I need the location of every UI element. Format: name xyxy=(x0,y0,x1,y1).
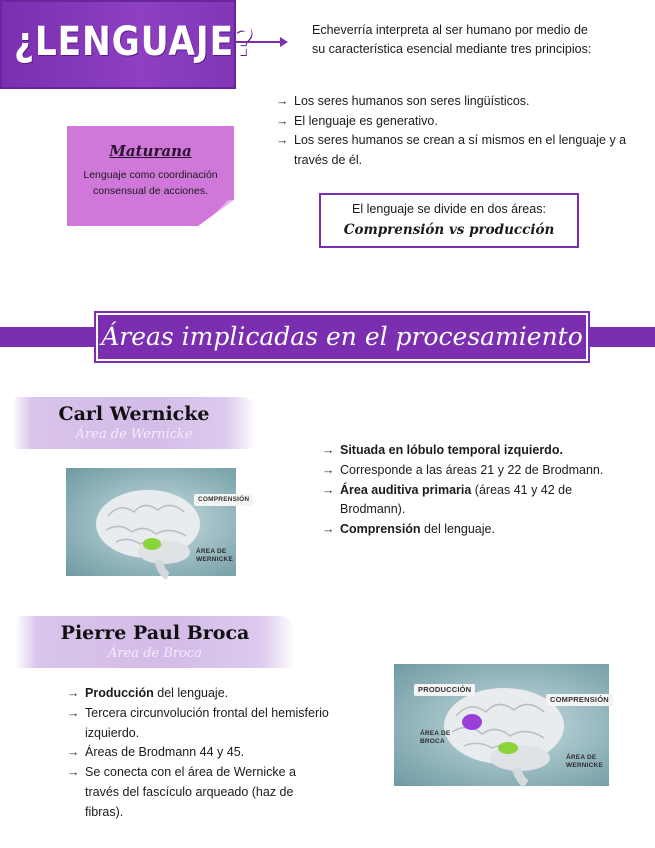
wernicke-area-subtitle: Área de Wernicke xyxy=(75,427,193,442)
broca-heading xyxy=(15,616,295,668)
list-item: → Áreas de Brodmann 44 y 45. xyxy=(67,743,329,763)
wernicke-heading xyxy=(12,397,256,449)
page-curl-decoration xyxy=(198,200,234,226)
note-title: Maturana xyxy=(109,142,192,160)
list-item: → Área auditiva primaria (áreas 41 y 42 de Brodmann). xyxy=(322,481,632,521)
list-item: → Se conecta con el área de Wernicke a través del fascículo arqueado (haz de fibras). xyxy=(67,763,329,822)
label-comprension: COMPRENSIÓN xyxy=(546,694,613,706)
list-item: → Producción del lenguaje. xyxy=(67,684,329,704)
intro-text: Echeverría interpreta al ser humano por medio de su característica esencial mediante tres principios: xyxy=(312,23,592,56)
label-produccion: PRODUCCIÓN xyxy=(414,684,475,696)
page-title: ¿LENGUAJE? xyxy=(14,19,255,65)
section-title: Áreas implicadas en el procesamiento xyxy=(96,313,588,361)
list-item: → Tercera circunvolución frontal del hemisferio izquierdo. xyxy=(67,704,329,744)
label-area-line-2: WERNICKE xyxy=(196,556,233,563)
label-broca-line-1: ÁREA DE xyxy=(420,730,451,737)
wernicke-bullets xyxy=(322,441,632,540)
title-banner xyxy=(0,0,255,89)
division-line-1: El lenguaje se divide en dos áreas: xyxy=(352,202,546,216)
list-item: → Comprensión del lenguaje. xyxy=(322,520,632,540)
list-item: → Situada en lóbulo temporal izquierdo. xyxy=(322,441,632,461)
label-comprension: COMPRENSIÓN xyxy=(194,494,253,506)
label-area-line-1: ÁREA DE xyxy=(196,548,227,555)
division-line-2: Comprensión vs producción xyxy=(343,222,555,238)
label-broca-line-2: BROCA xyxy=(420,738,445,745)
wernicke-brain-image xyxy=(66,468,250,576)
label-wernicke-line-2: WERNICKE xyxy=(566,762,603,769)
note-text: Lenguaje como coordinación consensual de acciones. xyxy=(83,169,218,197)
list-item: → El lenguaje es generativo. xyxy=(276,112,646,132)
broca-brain-image xyxy=(394,664,609,786)
label-wernicke-line-1: ÁREA DE xyxy=(566,754,597,761)
list-item: → Corresponde a las áreas 21 y 22 de Brodmann. xyxy=(322,461,632,481)
broca-area-subtitle: Área de Broca xyxy=(108,646,202,661)
list-item: → Los seres humanos son seres lingüísticos. xyxy=(276,92,646,112)
list-item: → Los seres humanos se crean a sí mismos en el lenguaje y a través de él. xyxy=(276,131,646,170)
principles-list xyxy=(276,92,646,170)
broca-name: Pierre Paul Broca xyxy=(60,622,250,644)
arrow-right-icon xyxy=(236,36,288,48)
wernicke-name: Carl Wernicke xyxy=(58,403,210,425)
broca-bullets xyxy=(67,684,329,823)
division-box xyxy=(319,193,579,248)
maturana-note xyxy=(67,126,234,226)
